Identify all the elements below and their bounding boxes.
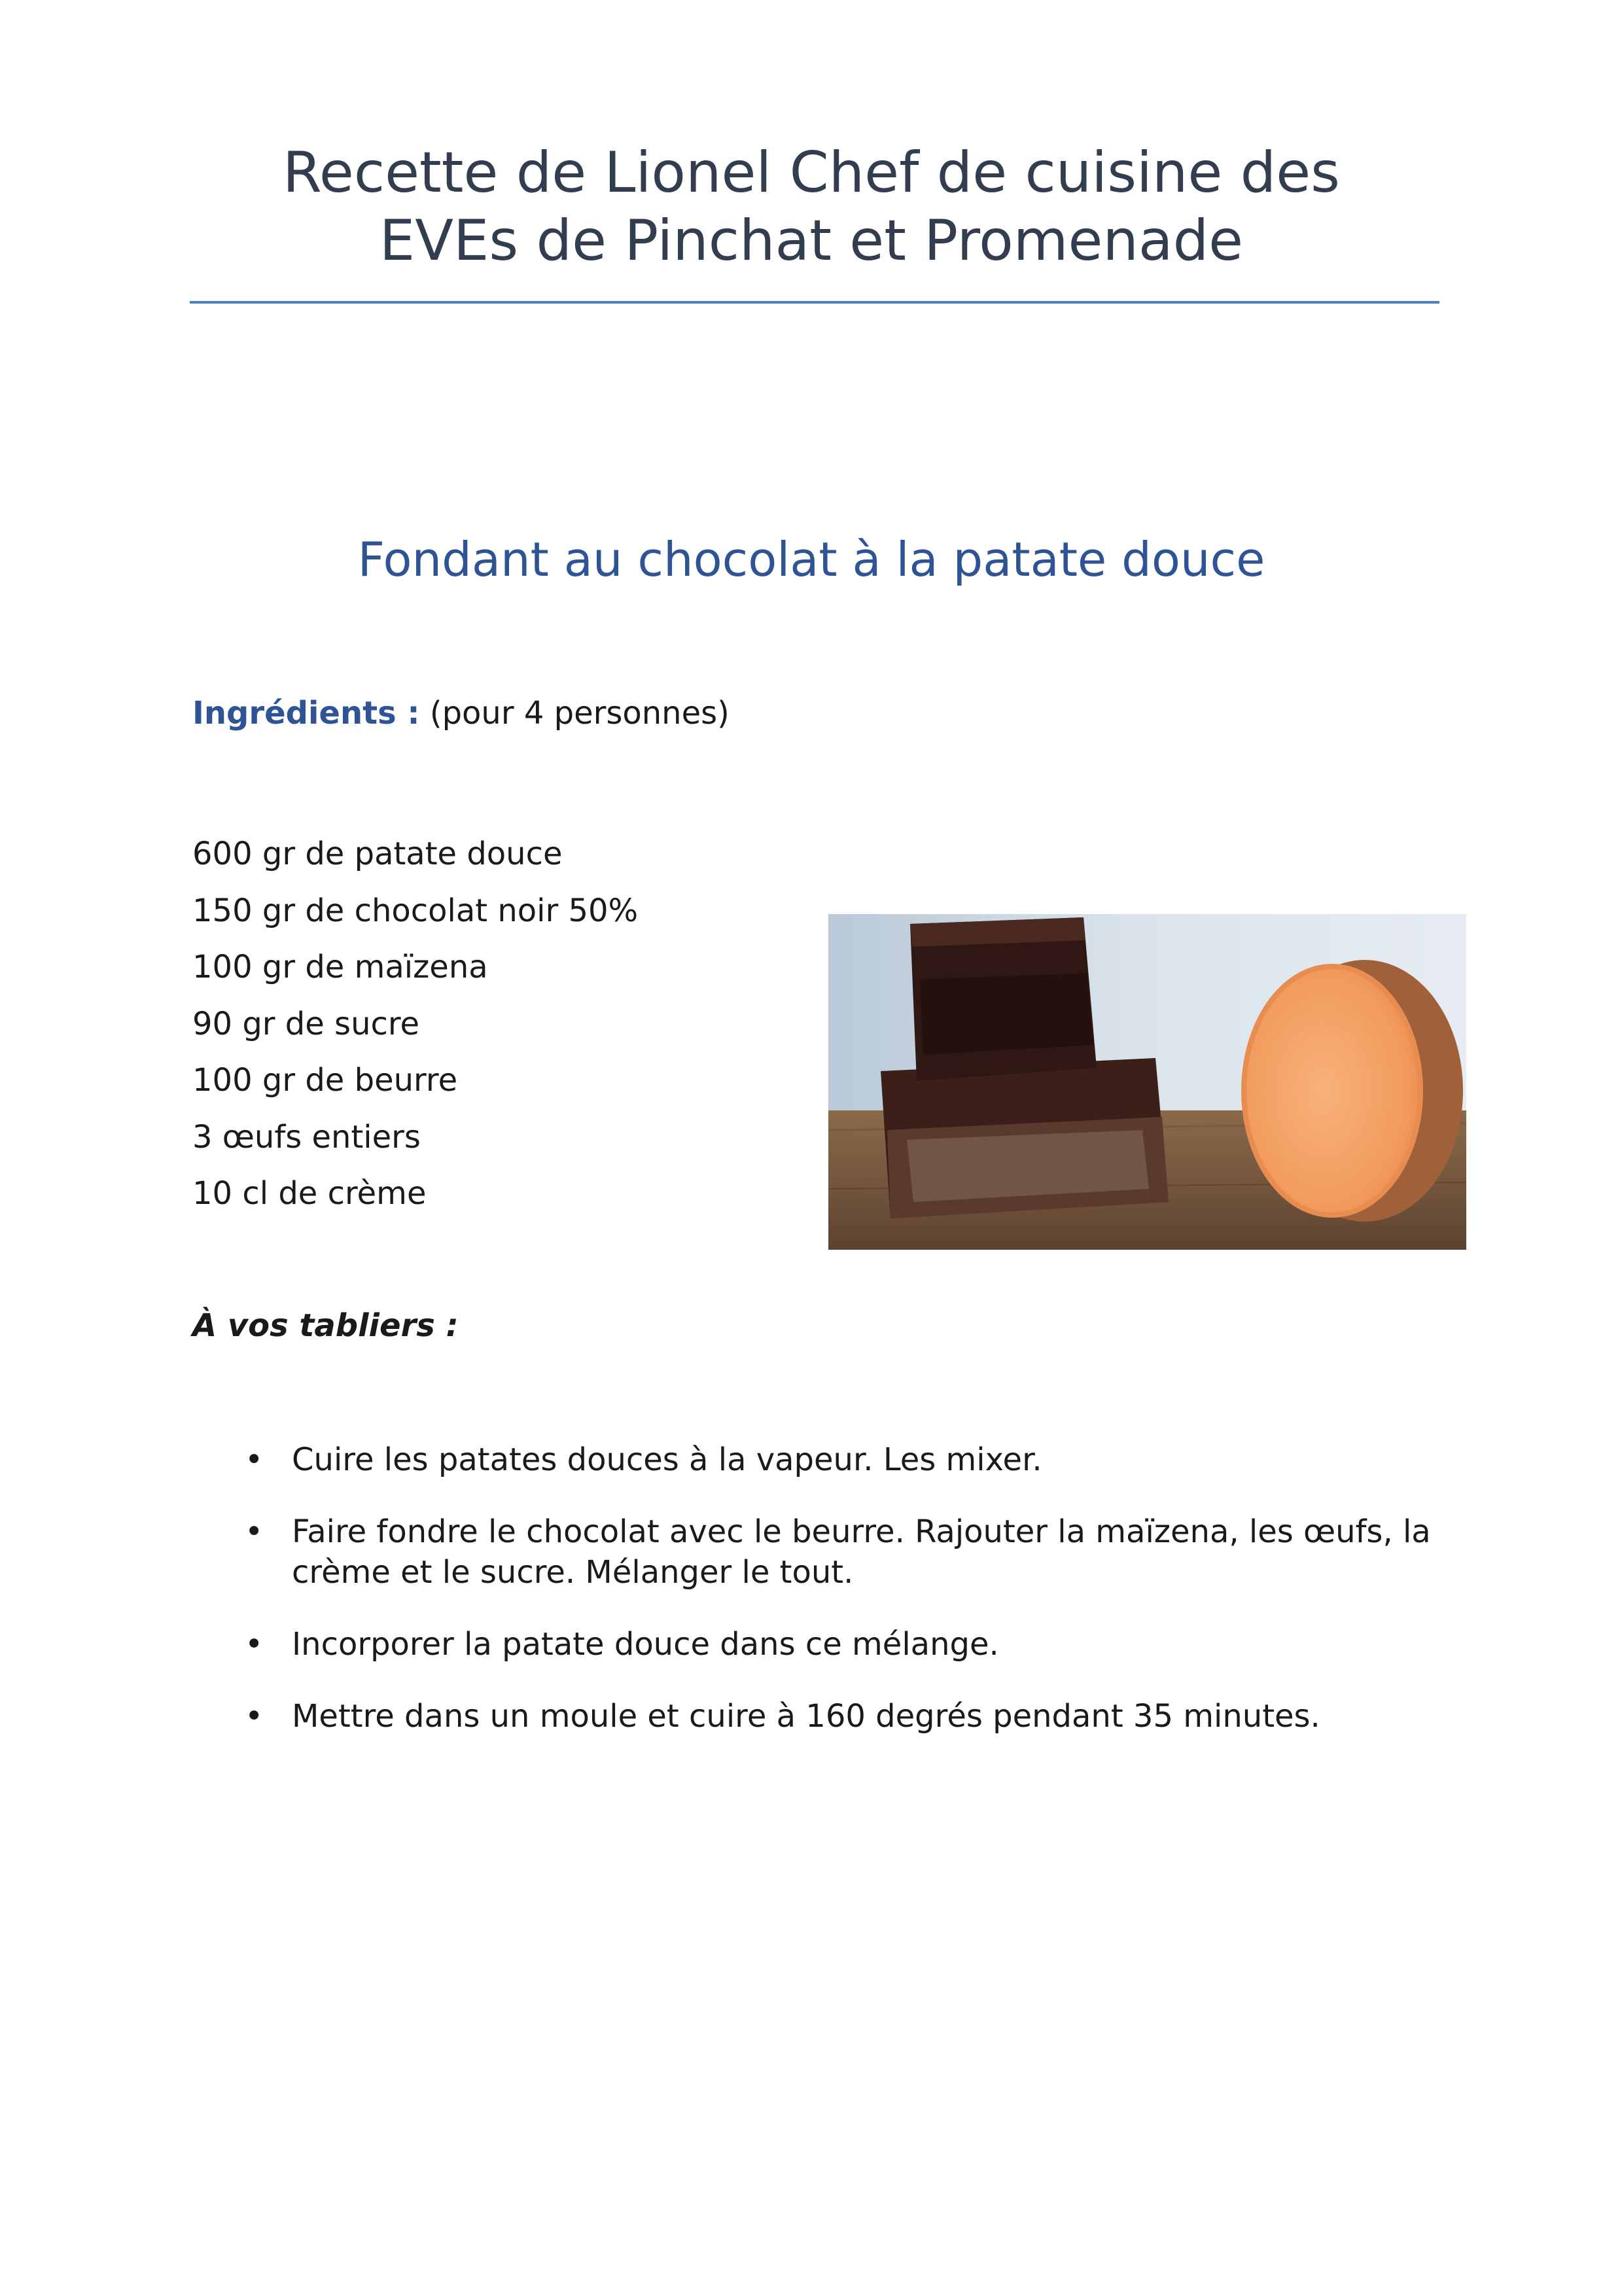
step-text: Incorporer la patate douce dans ce mélange. (292, 1626, 999, 1663)
ingredient-item: 150 gr de chocolat noir 50% (192, 892, 639, 929)
ingredient-item: 3 œufs entiers (192, 1118, 421, 1156)
step-text: Cuire les patates douces à la vapeur. Les mixer. (292, 1441, 1042, 1478)
step-item (245, 1624, 1442, 1665)
page-title (190, 139, 1433, 275)
recipe-title: Fondant au chocolat à la patate douce (357, 532, 1265, 587)
step-item (245, 1511, 1442, 1593)
bullet-icon: • (245, 1698, 264, 1735)
step-text: Faire fondre le chocolat avec le beurre. Rajouter la maïzena, les œufs, la crème et le sucre. Mélanger le tout. (292, 1513, 1431, 1591)
ingredient-list (192, 826, 638, 1222)
step-item (245, 1696, 1442, 1737)
page-title-line-1: Recette de Lionel Chef de cuisine des (283, 140, 1340, 205)
recipe-photo (828, 914, 1466, 1250)
chocolate-fondant-sweet-potato-illustration (828, 914, 1466, 1250)
steps-heading: À vos tabliers : (192, 1307, 459, 1344)
bullet-icon: • (245, 1441, 264, 1478)
ingredient-item: 600 gr de patate douce (192, 836, 563, 872)
ingredient-item: 10 cl de crème (192, 1175, 427, 1212)
steps-list (245, 1439, 1442, 1768)
ingredient-item: 100 gr de beurre (192, 1062, 458, 1099)
ingredients-label: Ingrédients : (192, 695, 420, 732)
ingredient-item: 90 gr de sucre (192, 1005, 420, 1042)
servings-text: (pour 4 personnes) (429, 695, 730, 732)
step-item (245, 1439, 1442, 1480)
title-divider (190, 301, 1439, 304)
ingredients-heading (192, 692, 730, 734)
bullet-icon: • (245, 1626, 264, 1663)
page-title-line-2: EVEs de Pinchat et Promenade (379, 208, 1244, 274)
ingredient-item: 100 gr de maïzena (192, 949, 488, 985)
bullet-icon: • (245, 1513, 264, 1550)
step-text: Mettre dans un moule et cuire à 160 degrés pendant 35 minutes. (292, 1698, 1320, 1735)
